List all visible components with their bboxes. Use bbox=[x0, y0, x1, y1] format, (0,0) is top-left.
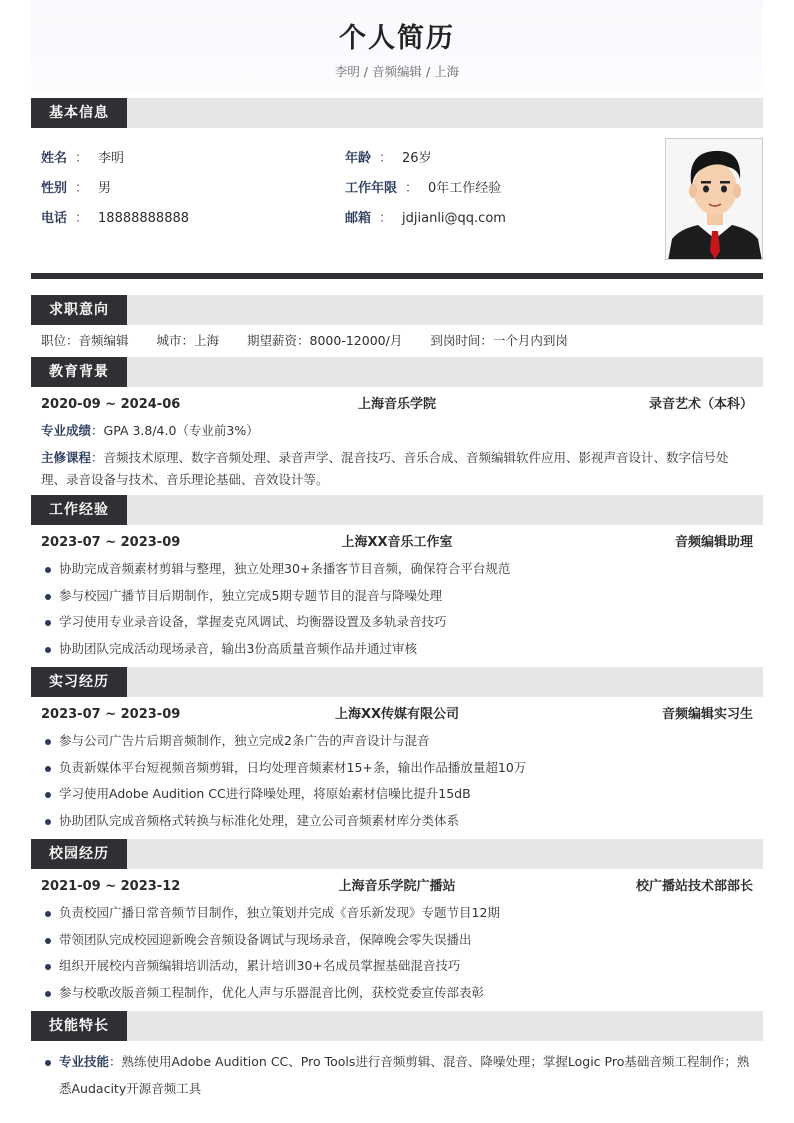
entry-role: 音频编辑实习生 bbox=[661, 707, 753, 722]
list-item: 协助团队完成音频格式转换与标准化处理，建立公司音频素材库分类体系 bbox=[41, 808, 753, 835]
page-title: 个人简历 bbox=[339, 23, 455, 54]
section-campus bbox=[31, 839, 763, 869]
intern-list bbox=[31, 728, 763, 834]
section-title: 教育背景 bbox=[31, 357, 127, 387]
name-label: 姓名 bbox=[41, 151, 68, 166]
colon: ： bbox=[75, 151, 89, 166]
email-value: jdjianli@qq.com bbox=[402, 211, 506, 226]
phone-row bbox=[41, 209, 189, 229]
skills-text: ：熟练使用Adobe Audition CC、Pro Tools进行音频剪辑、混音、降噪处理；掌握Logic Pro基础音频工程制作；熟悉Audacity开源音频工具 bbox=[59, 1054, 750, 1096]
work-list bbox=[31, 556, 763, 662]
colon: ： bbox=[405, 181, 419, 196]
intent-position: 职位：音频编辑 bbox=[41, 333, 129, 348]
colon: ： bbox=[75, 181, 89, 196]
list-item: 协助完成音频素材剪辑与整理，独立处理30+条播客节目音频，确保符合平台规范 bbox=[41, 556, 753, 583]
entry-date: 2021-09 ~ 2023-12 bbox=[41, 879, 181, 894]
entry-major: 录音艺术（本科） bbox=[648, 397, 753, 412]
entry-role: 校广播站技术部部长 bbox=[635, 879, 753, 894]
name-value: 李明 bbox=[98, 151, 125, 166]
gender-row bbox=[41, 179, 111, 199]
resume-page bbox=[31, 0, 763, 1123]
list-item: 参与公司广告片后期音频制作，独立完成2条广告的声音设计与混音 bbox=[41, 728, 753, 755]
section-title: 基本信息 bbox=[31, 98, 127, 128]
intent-salary: 期望薪资：8000-12000/月 bbox=[247, 333, 403, 348]
campus-entry-head bbox=[31, 874, 763, 900]
score-label: 专业成绩 bbox=[41, 423, 92, 438]
courses-label: 主修课程 bbox=[41, 450, 92, 465]
section-job-intent bbox=[31, 295, 763, 325]
email-label: 邮箱 bbox=[345, 211, 372, 226]
list-item: 参与校歌改版音频工程制作，优化人声与乐器混音比例，获校党委宣传部表彰 bbox=[41, 980, 753, 1007]
section-basic-info bbox=[31, 98, 763, 128]
list-item: 负责校园广播日常音频节目制作，独立策划并完成《音乐新发现》专题节目12期 bbox=[41, 900, 753, 927]
section-internship bbox=[31, 667, 763, 697]
age-label: 年龄 bbox=[345, 151, 372, 166]
email-row bbox=[345, 209, 506, 229]
age-value: 26岁 bbox=[402, 151, 432, 166]
resume-header bbox=[31, 0, 763, 90]
intent-city: 城市：上海 bbox=[156, 333, 220, 348]
work-entry-head bbox=[31, 530, 763, 556]
page-subtitle: 李明 / 音频编辑 / 上海 bbox=[334, 64, 460, 79]
entry-date: 2023-07 ~ 2023-09 bbox=[41, 535, 181, 550]
colon: ： bbox=[379, 211, 393, 226]
education-courses bbox=[31, 447, 763, 491]
job-intent-row bbox=[31, 325, 763, 357]
years-value: 0年工作经验 bbox=[428, 181, 502, 196]
list-item: 学习使用专业录音设备，掌握麦克风调试、均衡器设置及多轨录音技巧 bbox=[41, 609, 753, 636]
list-item: 参与校园广播节目后期制作，独立完成5期专题节目的混音与降噪处理 bbox=[41, 583, 753, 610]
list-item: 负责新媒体平台短视频音频剪辑，日均处理音频素材15+条，输出作品播放量超10万 bbox=[41, 755, 753, 782]
section-title: 校园经历 bbox=[31, 839, 127, 869]
list-item: 组织开展校内音频编辑培训活动，累计培训30+名成员掌握基础混音技巧 bbox=[41, 953, 753, 980]
intent-arrival: 到岗时间：一个月内到岗 bbox=[430, 333, 568, 348]
entry-role: 音频编辑助理 bbox=[674, 535, 753, 550]
entry-org: 上海音乐学院广播站 bbox=[338, 879, 456, 894]
gender-label: 性别 bbox=[41, 181, 68, 196]
campus-list bbox=[31, 900, 763, 1006]
list-item bbox=[41, 1049, 753, 1102]
courses-value: ：音频技术原理、数字音频处理、录音声学、混音技巧、音乐合成、音频编辑软件应用、影视声音设计、数字信号处理、录音设备与技术、音乐理论基础、音效设计等。 bbox=[41, 450, 729, 487]
section-title: 工作经验 bbox=[31, 495, 127, 525]
years-row bbox=[345, 179, 501, 199]
entry-date: 2023-07 ~ 2023-09 bbox=[41, 707, 181, 722]
gender-value: 男 bbox=[98, 181, 112, 196]
education-entry-head bbox=[31, 392, 763, 418]
section-title: 技能特长 bbox=[31, 1011, 127, 1041]
entry-date: 2020-09 ~ 2024-06 bbox=[41, 397, 181, 412]
entry-school: 上海音乐学院 bbox=[357, 397, 436, 412]
intern-entry-head bbox=[31, 702, 763, 728]
entry-company: 上海XX音乐工作室 bbox=[341, 535, 453, 550]
list-item: 学习使用Adobe Audition CC进行降噪处理，将原始素材信噪比提升15dB bbox=[41, 781, 753, 808]
name-row bbox=[41, 149, 124, 169]
phone-label: 电话 bbox=[41, 211, 68, 226]
phone-value: 18888888888 bbox=[98, 211, 190, 226]
section-education bbox=[31, 357, 763, 387]
basic-info-block bbox=[31, 128, 763, 273]
colon: ： bbox=[379, 151, 393, 166]
section-skills bbox=[31, 1011, 763, 1041]
skills-list bbox=[31, 1049, 763, 1102]
section-title: 实习经历 bbox=[31, 667, 127, 697]
list-item: 协助团队完成活动现场录音，输出3份高质量音频作品并通过审核 bbox=[41, 636, 753, 663]
entry-company: 上海XX传媒有限公司 bbox=[334, 707, 460, 722]
years-label: 工作年限 bbox=[345, 181, 398, 196]
age-row bbox=[345, 149, 432, 169]
avatar-illustration bbox=[666, 139, 763, 260]
education-score bbox=[31, 420, 763, 442]
section-title: 求职意向 bbox=[31, 295, 127, 325]
skills-label: 专业技能 bbox=[59, 1054, 110, 1069]
section-work bbox=[31, 495, 763, 525]
colon: ： bbox=[75, 211, 89, 226]
score-value: ：GPA 3.8/4.0（专业前3%） bbox=[91, 423, 259, 438]
list-item: 带领团队完成校园迎新晚会音频设备调试与现场录音，保障晚会零失误播出 bbox=[41, 927, 753, 954]
avatar bbox=[665, 138, 763, 260]
